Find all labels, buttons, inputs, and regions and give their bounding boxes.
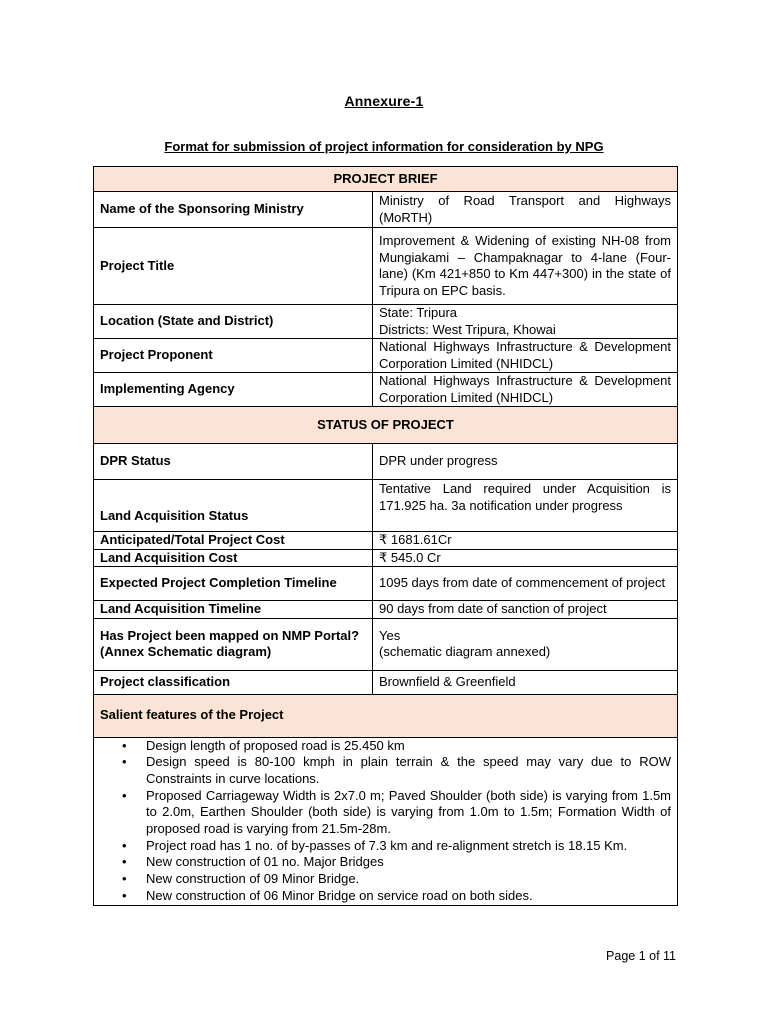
table-row	[94, 532, 678, 550]
row-value: Improvement & Widening of existing NH-08 from Mungiakami – Champaknagar to 4-lane (Four-lane) (Km 421+850 to Km 447+300) in the state of Tripura on EPC basis.	[373, 228, 678, 305]
bullet-icon: •	[122, 737, 127, 753]
salient-features-row	[94, 737, 678, 905]
table-row	[94, 228, 678, 305]
project-brief-header: PROJECT BRIEF	[94, 167, 678, 192]
project-brief-header-row	[94, 167, 678, 192]
list-item	[122, 837, 671, 855]
salient-features-cell	[94, 737, 678, 905]
page-number: Page 1 of 11	[606, 949, 676, 963]
label-line: (Annex Schematic diagram)	[100, 644, 272, 659]
value-line: (schematic diagram annexed)	[379, 644, 551, 659]
row-label: Location (State and District)	[94, 305, 373, 339]
row-label: Anticipated/Total Project Cost	[94, 532, 373, 550]
row-label: Land Acquisition Status	[94, 480, 373, 532]
row-value: National Highways Infrastructure & Development Corporation Limited (NHIDCL)	[373, 373, 678, 407]
row-label: Expected Project Completion Timeline	[94, 567, 373, 601]
label-line: Has Project been mapped on NMP Portal?	[100, 627, 360, 643]
table-row	[94, 618, 678, 670]
status-of-project-header: STATUS OF PROJECT	[94, 407, 678, 444]
table-row	[94, 601, 678, 619]
salient-features-list	[100, 738, 671, 905]
table-row	[94, 480, 678, 532]
list-item	[122, 887, 671, 905]
row-value: 1095 days from date of commencement of project	[373, 567, 678, 601]
bullet-icon: •	[122, 871, 127, 887]
row-label: Land Acquisition Cost	[94, 549, 373, 567]
list-item-text: Project road has 1 no. of by-passes of 7.3 km and re-alignment stretch is 18.15 Km.	[146, 837, 628, 853]
row-value: Ministry of Road Transport and Highways (MoRTH)	[373, 192, 678, 228]
bullet-icon: •	[122, 837, 127, 853]
row-label	[94, 618, 373, 670]
salient-features-header-row	[94, 694, 678, 737]
table-row	[94, 670, 678, 694]
row-label: Land Acquisition Timeline	[94, 601, 373, 619]
list-item-text: New construction of 01 no. Major Bridges	[146, 854, 384, 870]
list-item-text: New construction of 09 Minor Bridge.	[146, 871, 360, 887]
row-label: Project Title	[94, 228, 373, 305]
row-label: Name of the Sponsoring Ministry	[94, 192, 373, 228]
status-header-row	[94, 407, 678, 444]
row-value: Tentative Land required under Acquisition is 171.925 ha. 3a notification under progress	[373, 480, 678, 532]
row-value	[373, 305, 678, 339]
format-title: Format for submission of project information for consideration by NPG	[164, 139, 604, 154]
value-line: State: Tripura	[379, 305, 458, 320]
bullet-icon: •	[122, 787, 127, 803]
list-item	[122, 854, 671, 871]
row-label: DPR Status	[94, 444, 373, 480]
list-item-text: Design length of proposed road is 25.450 km	[146, 737, 405, 753]
row-value: Brownfield & Greenfield	[373, 670, 678, 694]
list-item	[122, 754, 672, 787]
list-item	[122, 871, 671, 888]
table-row	[94, 192, 678, 228]
row-value: DPR under progress	[373, 444, 678, 480]
table-row	[94, 567, 678, 601]
table-row	[94, 339, 678, 373]
list-item-text: Design speed is 80-100 kmph in plain terrain & the speed may vary due to ROW Constraints in curve locations.	[146, 754, 672, 786]
table-row	[94, 549, 678, 567]
table-row	[94, 373, 678, 407]
bullet-icon: •	[122, 854, 127, 870]
row-value: National Highways Infrastructure & Development Corporation Limited (NHIDCL)	[373, 339, 678, 373]
salient-features-header: Salient features of the Project	[94, 694, 678, 737]
row-value: 90 days from date of sanction of project	[373, 601, 678, 619]
list-item-text: Proposed Carriageway Width is 2x7.0 m; Paved Shoulder (both side) is varying from 1.5m to 2.0m, Earthen Shoulder (both side) is varying from 1.0m to 1.5m; Formation Width of proposed road is varying from 21.5m-28m.	[146, 787, 672, 837]
table-row	[94, 444, 678, 480]
value-line: Districts: West Tripura, Khowai	[379, 321, 556, 337]
list-item	[122, 787, 672, 838]
row-value: ₹ 1681.61Cr	[373, 532, 678, 550]
bullet-icon: •	[122, 887, 127, 903]
bullet-icon: •	[122, 754, 127, 770]
row-label: Implementing Agency	[94, 373, 373, 407]
row-value	[373, 618, 678, 670]
row-label: Project Proponent	[94, 339, 373, 373]
value-line: Yes	[379, 627, 401, 643]
project-info-table	[93, 166, 678, 906]
annexure-title: Annexure-1	[344, 93, 424, 109]
list-item	[122, 737, 671, 755]
row-label: Project classification	[94, 670, 373, 694]
row-value: ₹ 545.0 Cr	[373, 549, 678, 567]
list-item-text: New construction of 06 Minor Bridge on service road on both sides.	[146, 887, 533, 903]
table-row	[94, 305, 678, 339]
